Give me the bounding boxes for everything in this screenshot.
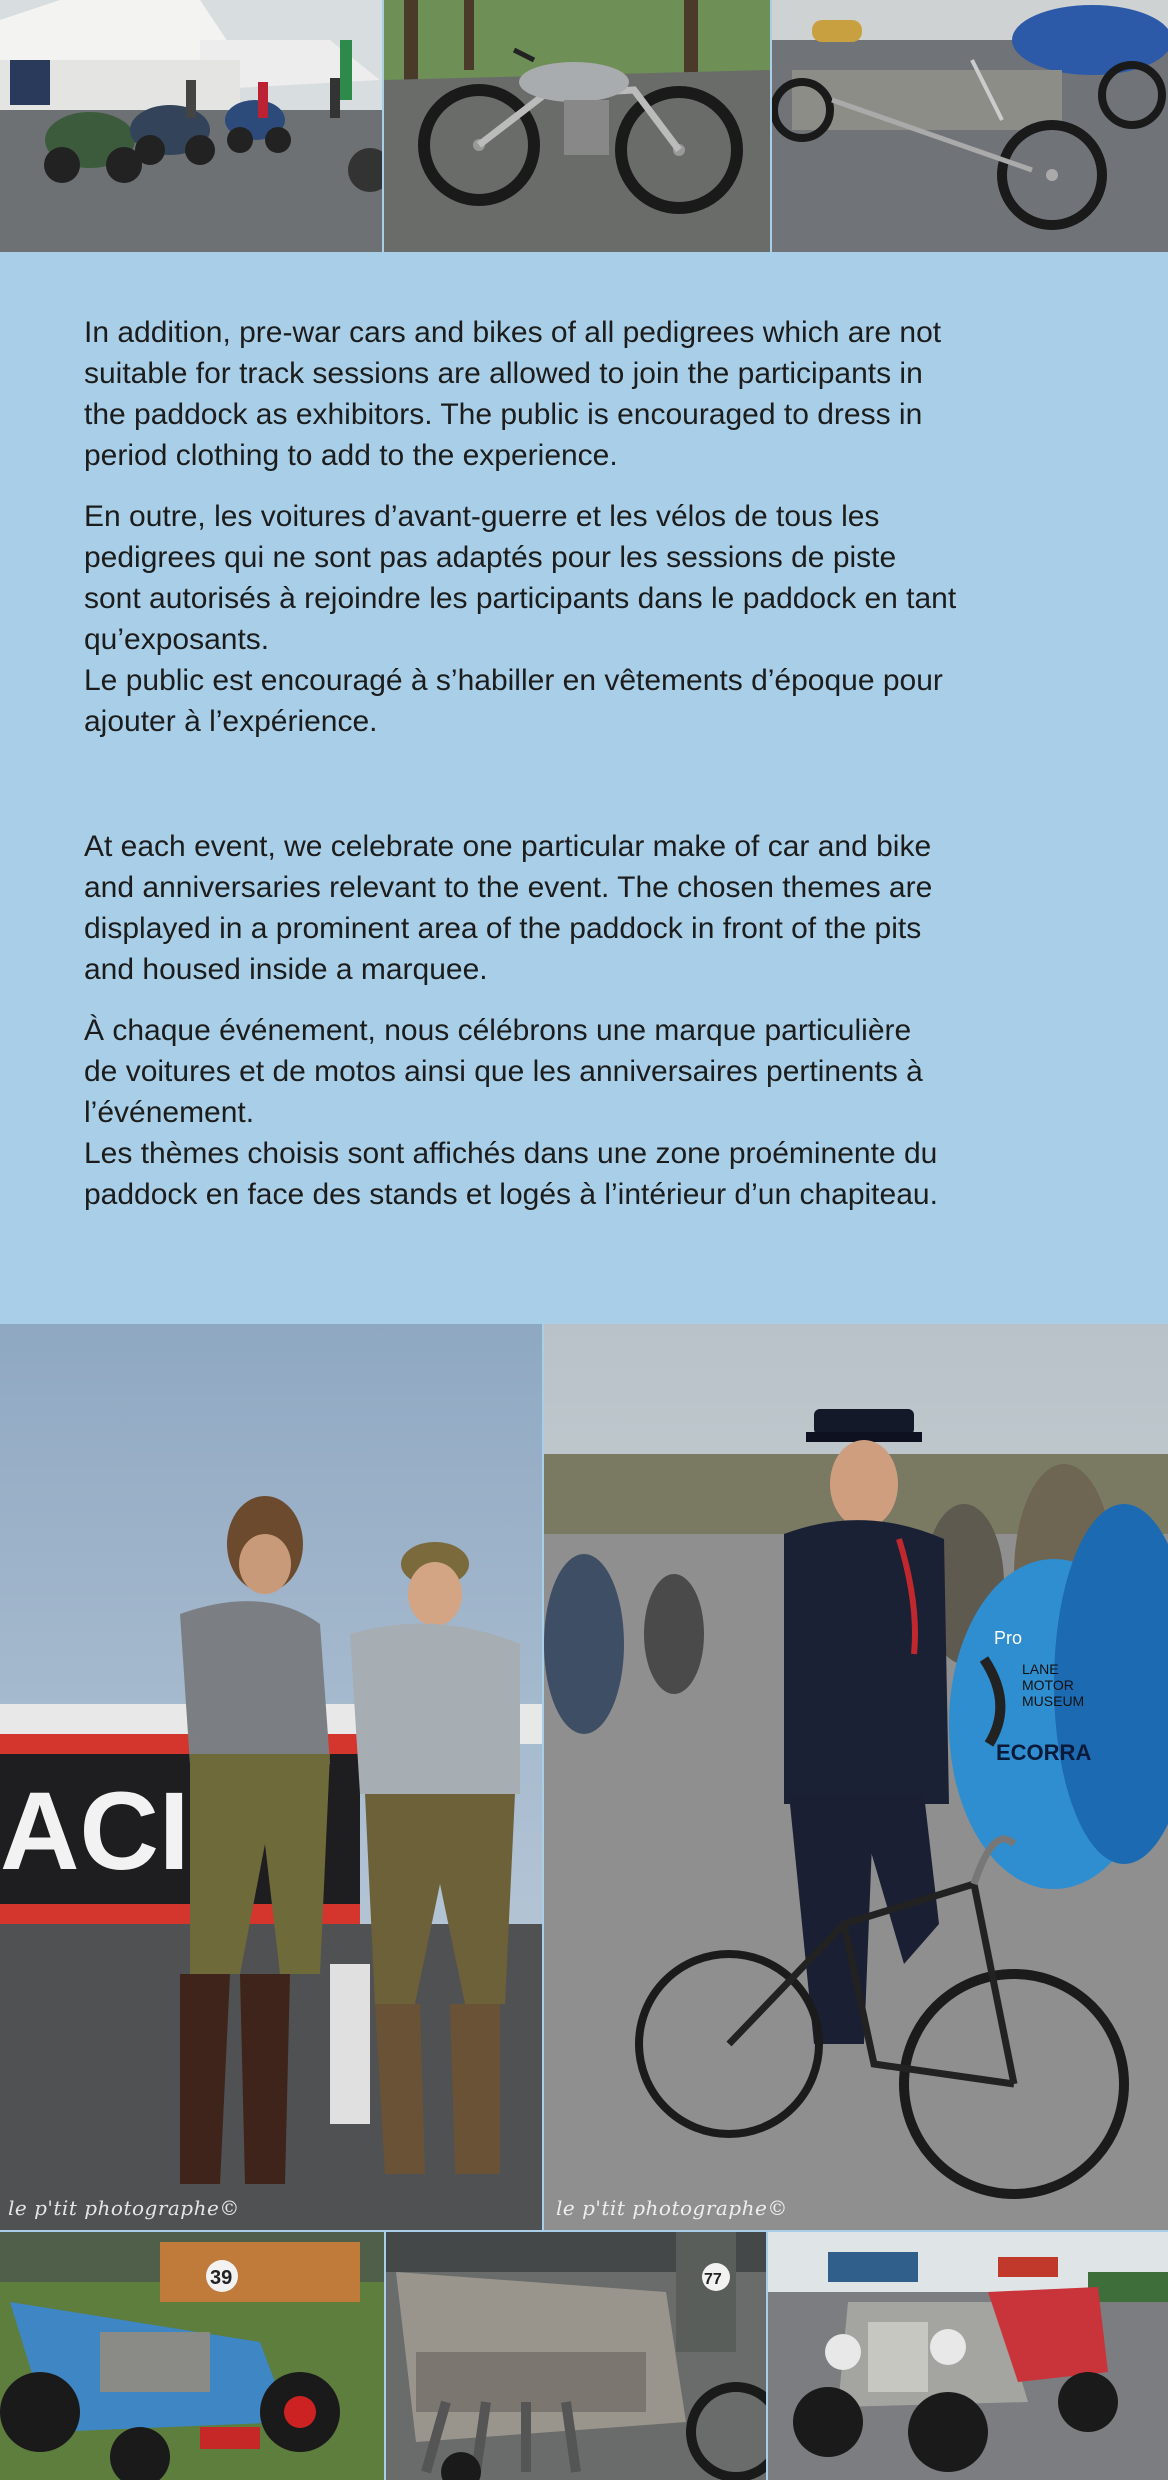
photo-vintage-motorcycle <box>384 0 770 252</box>
drum-sign-line2: LANE <box>1022 1661 1059 1677</box>
banner-text: ACI <box>0 1770 190 1893</box>
photo-gendarme-bicycle <box>544 1324 1168 2230</box>
car-number-39: 39 <box>210 2267 233 2289</box>
photo-blue-racing-car <box>0 2232 384 2480</box>
car-number-77: 77 <box>704 2271 722 2288</box>
drum-sign-line4: MUSEUM <box>1022 1693 1085 1709</box>
paragraph-french-exhibitors: En outre, les voitures d’avant-guerre et les vélos de tous les pedigrees qui ne sont pas adaptés pour les sessions de piste sont autorisés à rejoindre les participants dans le paddock en tant qu’exposants. Le public est encouragé à s’habiller en vêtements d’époque pour ajouter à l’expérience. <box>84 500 957 738</box>
text-panel <box>0 252 1168 1324</box>
drum-sign-line1: Pro <box>994 1628 1023 1648</box>
photographer-credit: le p'tit photographe© <box>556 2196 788 2220</box>
photo-silver-car-engine <box>386 2232 766 2480</box>
photo-period-costume-men <box>0 1324 542 2230</box>
drum-sign-line3: MOTOR <box>1022 1677 1074 1693</box>
drum-sign-line5: ECORRA <box>996 1740 1092 1765</box>
paragraph-french-themes: À chaque événement, nous célébrons une marque particulière de voitures et de motos ainsi que les anniversaires pertinents à l’événement. Les thèmes choisis sont affichés dans une zone proéminente du paddock en face des stands et logés à l’intérieur d’un chapiteau. <box>84 1014 938 1211</box>
photographer-credit: le p'tit photographe© <box>8 2196 240 2220</box>
photo-paddock-tents <box>0 0 382 252</box>
paragraph-english-exhibitors: In addition, pre-war cars and bikes of all pedigrees which are not suitable for track sessions are allowed to join the participants in the paddock as exhibitors. The public is encouraged to dress in period clothing to add to the experience. <box>84 316 942 472</box>
photo-red-grey-vintage-car <box>768 2232 1168 2480</box>
photo-cyclecar-chassis <box>772 0 1168 252</box>
paragraph-english-themes: At each event, we celebrate one particular make of car and bike and anniversaries relevant to the event. The chosen themes are displayed in a prominent area of the paddock in front of the pits and housed inside a marquee. <box>84 830 933 986</box>
